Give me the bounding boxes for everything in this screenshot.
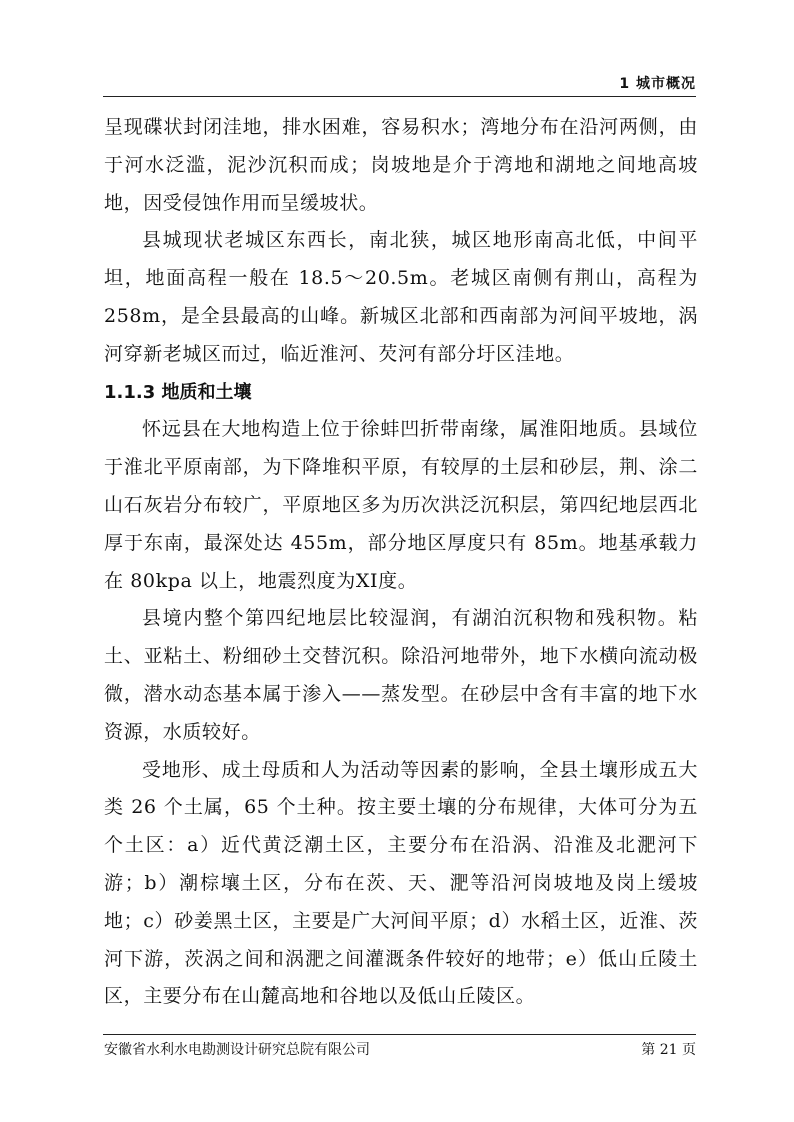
page-number: 第 21 页 (641, 1042, 696, 1058)
header-divider (103, 96, 696, 97)
section-heading: 1.1.3 地质和土壤 (104, 381, 252, 403)
paragraph-geology: 怀远县在大地构造上位于徐蚌凹折带南缘，属淮阳地质。县域位于淮北平原南部，为下降堆积平原，有较厚的土层和砂层，荆、涂二山石灰岩分布较广，平原地区多为历次洪泛沉积层，第四纪地层西北厚于东南，最深处达 455m，部分地区厚度只有 85m。地基承载力在 80kpa 以上，地震烈度为XI度。 (104, 418, 698, 592)
footer-divider (103, 1034, 696, 1035)
paragraph-strata: 县境内整个第四纪地层比较湿润，有湖泊沉积物和残积物。粘土、亚粘土、粉细砂土交替沉积。除沿河地带外，地下水横向流动极微，潜水动态基本属于渗入——蒸发型。在砂层中含有丰富的地下水资源，水质较好。 (104, 607, 698, 743)
paragraph-soil: 受地形、成土母质和人为活动等因素的影响，全县土壤形成五大类 26 个土属，65 个土种。按主要土壤的分布规律，大体可分为五个土区：a）近代黄泛潮土区，主要分布在沿涡、沿淮及北淝河下游；b）潮棕壤土区，分布在茨、天、淝等沿河岗坡地及岗上缓坡地；c）砂姜黑土区，主要是广大河间平原；d）水稻土区，近淮、茨河下游，茨涡之间和涡淝之间灌溉条件较好的地带；e）低山丘陵土区，主要分布在山麓高地和谷地以及低山丘陵区。 (104, 758, 698, 1008)
running-header: 1 城市概况 (619, 76, 696, 92)
paragraph-terrain: 县城现状老城区东西长，南北狭，城区地形南高北低，中间平坦，地面高程一般在 18.5～20.5m。老城区南侧有荆山，高程为 258m，是全县最高的山峰。新城区北部和西南部为河间平坡地，涡河穿新老城区而过，临近淮河、芡河有部分圩区洼地。 (104, 229, 698, 365)
paragraph-continuation: 呈现碟状封闭洼地，排水困难，容易积水；湾地分布在沿河两侧，由于河水泛滥，泥沙沉积而成；岗坡地是介于湾地和湖地之间地高坡地，因受侵蚀作用而呈缓坡状。 (104, 116, 698, 214)
page-body (104, 109, 698, 1016)
footer-organization: 安徽省水利水电勘测设计研究总院有限公司 (104, 1042, 370, 1058)
